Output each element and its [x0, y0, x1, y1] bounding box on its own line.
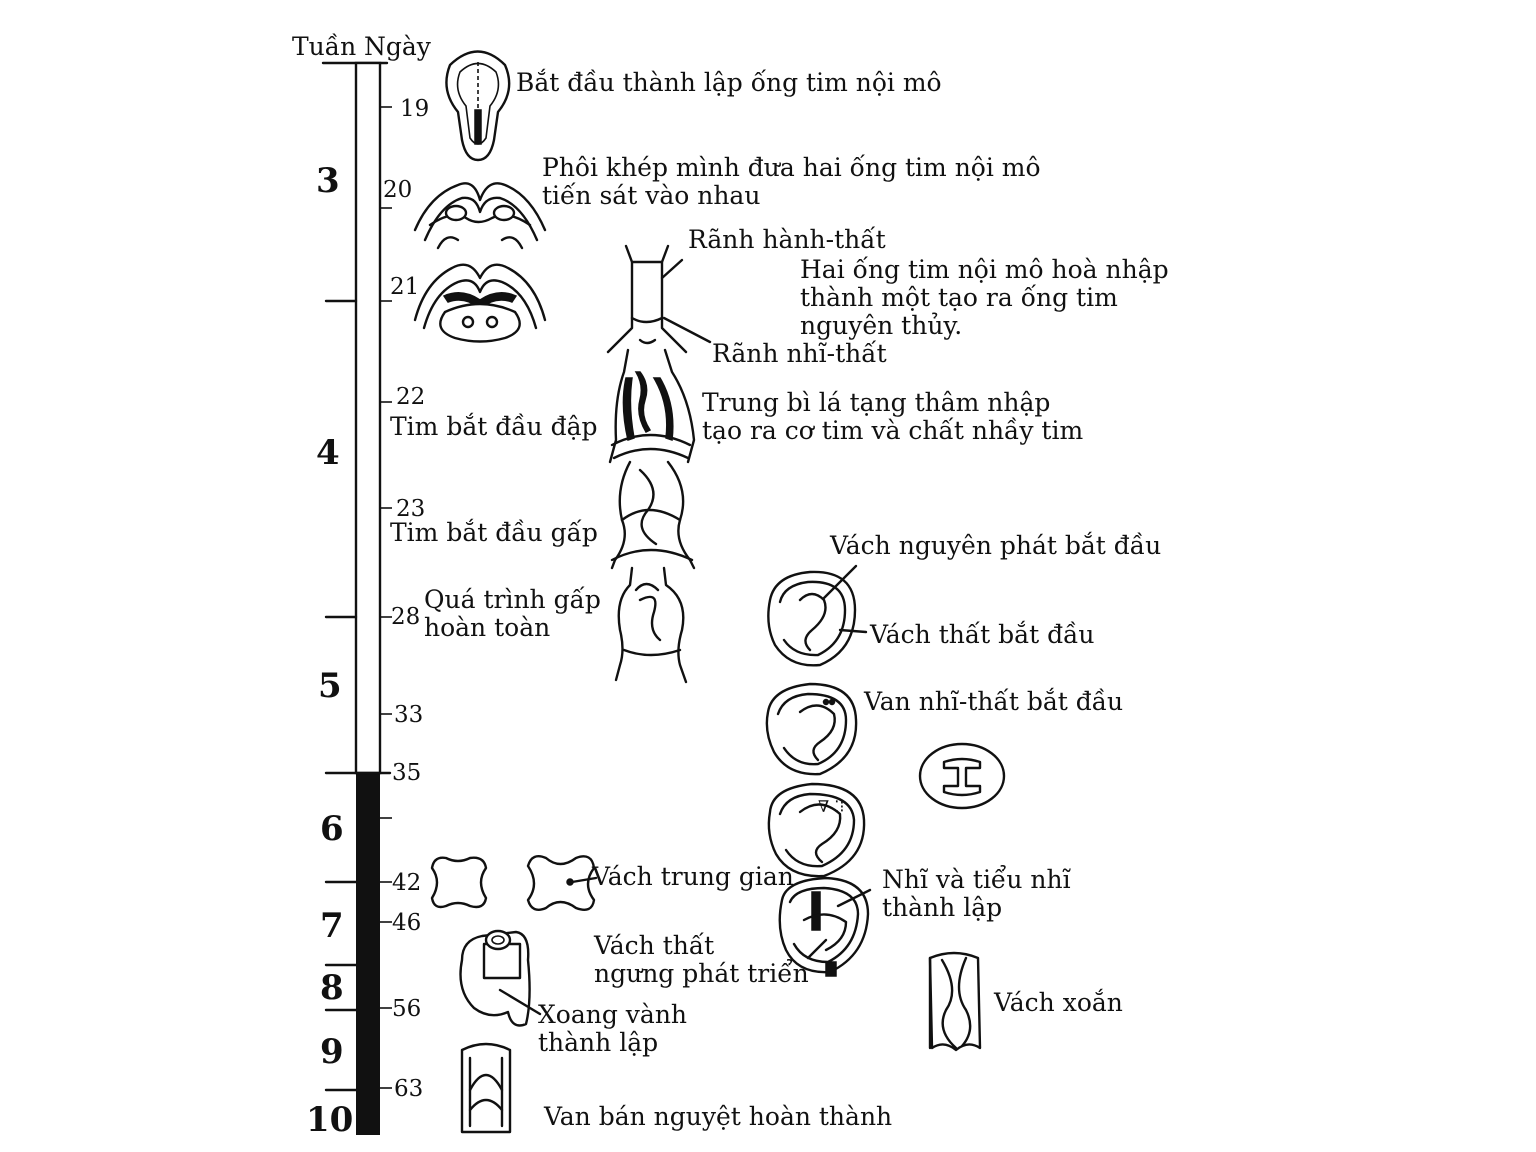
label-splanchnic-mesoderm-1: Trung bì lá tạng thâm nhập: [702, 388, 1051, 417]
heart-looping-complete-drawing: [616, 568, 686, 682]
day-label: 21: [390, 274, 420, 300]
coronary-sinus-heart-drawing: [461, 931, 541, 1026]
heart-tube-myocardium-drawing: [610, 350, 694, 462]
day-label: 33: [394, 702, 424, 728]
scale-bar-white: [356, 63, 380, 773]
scale-bar-black: [356, 773, 380, 1135]
label-av-valve-onset: Van nhĩ-thất bắt đầu: [864, 687, 1124, 716]
bulboventricular-sulcus-pointer: [662, 260, 682, 278]
av-canal-ring-drawing: [920, 744, 1004, 808]
day-label: 42: [392, 870, 422, 896]
heart-tube-looping-drawing: [612, 462, 694, 568]
label-looping-complete-1: Quá trình gấp: [424, 585, 601, 614]
day-label: 20: [383, 177, 413, 203]
label-septum-primum-onset: Vách nguyên phát bắt đầu: [830, 531, 1162, 560]
day-label: 46: [392, 910, 422, 936]
day-label: 22: [396, 384, 426, 410]
label-ventricular-septum-stops-1: Vách thất: [594, 931, 715, 960]
header-week: Tuần: [292, 32, 357, 61]
day-label: 23: [396, 496, 426, 522]
endocardial-tube-onset-drawing: [446, 52, 509, 161]
label-semilunar-valve-complete: Van bán nguyệt hoàn thành: [544, 1102, 893, 1131]
label-embryo-folding-1: Phôi khép mình đưa hai ống tim nội mô: [542, 153, 1041, 182]
label-coronary-sinus-1: Xoang vành: [538, 1000, 688, 1029]
label-tubes-fuse-3: nguyên thủy.: [800, 311, 963, 340]
week-label: 7: [320, 906, 344, 946]
week-label: 3: [316, 161, 340, 201]
svg-text:∇ ⁚⁝: ∇ ⁚⁝: [818, 797, 845, 816]
label-tubes-fuse-1: Hai ống tim nội mô hoà nhập: [800, 255, 1169, 284]
label-coronary-sinus-2: thành lập: [538, 1028, 659, 1057]
septum-intermedium-drawings: [432, 856, 596, 910]
day-label: 63: [394, 1076, 424, 1102]
av-valve-onset-section: [767, 684, 856, 774]
day-label: 19: [400, 96, 430, 122]
septum-primum-onset-section: [768, 566, 866, 665]
week-label: 10: [306, 1100, 354, 1140]
timeline-scale: [292, 32, 432, 1140]
label-ventricular-septum-stops-2: ngưng phát triển: [594, 959, 809, 988]
spiral-septum-drawing: [930, 953, 980, 1050]
day-label: 35: [392, 760, 422, 786]
week-label: 5: [318, 666, 342, 706]
week-label: 8: [320, 968, 344, 1008]
week-label: 6: [320, 809, 344, 849]
week-label: 9: [320, 1032, 344, 1072]
label-atria-forming-2: thành lập: [882, 893, 1003, 922]
label-bulboventricular-sulcus: Rãnh hành-thất: [688, 225, 886, 254]
header-day: Ngày: [364, 32, 431, 61]
label-septum-intermedium: Vách trung gian: [592, 862, 794, 891]
label-splanchnic-mesoderm-2: tạo ra cơ tim và chất nhầy tim: [702, 416, 1084, 445]
label-ventricular-septum-onset: Vách thất bắt đầu: [870, 620, 1095, 649]
embryo-fused-section-drawing: [415, 265, 545, 342]
day-label: 28: [391, 604, 421, 630]
label-looping-complete-2: hoàn toàn: [424, 613, 551, 642]
label-atrioventricular-sulcus: Rãnh nhĩ-thất: [712, 339, 887, 368]
label-spiral-septum: Vách xoắn: [994, 988, 1123, 1017]
label-embryo-folding-2: tiến sát vào nhau: [542, 181, 761, 210]
label-heart-begins-folding: Tim bắt đầu gấp: [390, 518, 598, 547]
week-label: 4: [316, 433, 340, 473]
semilunar-valve-drawing: [462, 1044, 510, 1132]
primitive-heart-tube-drawing: [608, 246, 710, 352]
day-label: 56: [392, 996, 422, 1022]
embryo-folding-drawing: [415, 183, 545, 248]
label-heart-begins-beating: Tim bắt đầu đập: [390, 412, 598, 441]
label-endocardial-tube-onset: Bắt đầu thành lập ống tim nội mô: [516, 68, 942, 97]
label-atria-forming-1: Nhĩ và tiểu nhĩ: [882, 865, 1071, 894]
label-tubes-fuse-2: thành một tạo ra ống tim: [800, 283, 1118, 312]
